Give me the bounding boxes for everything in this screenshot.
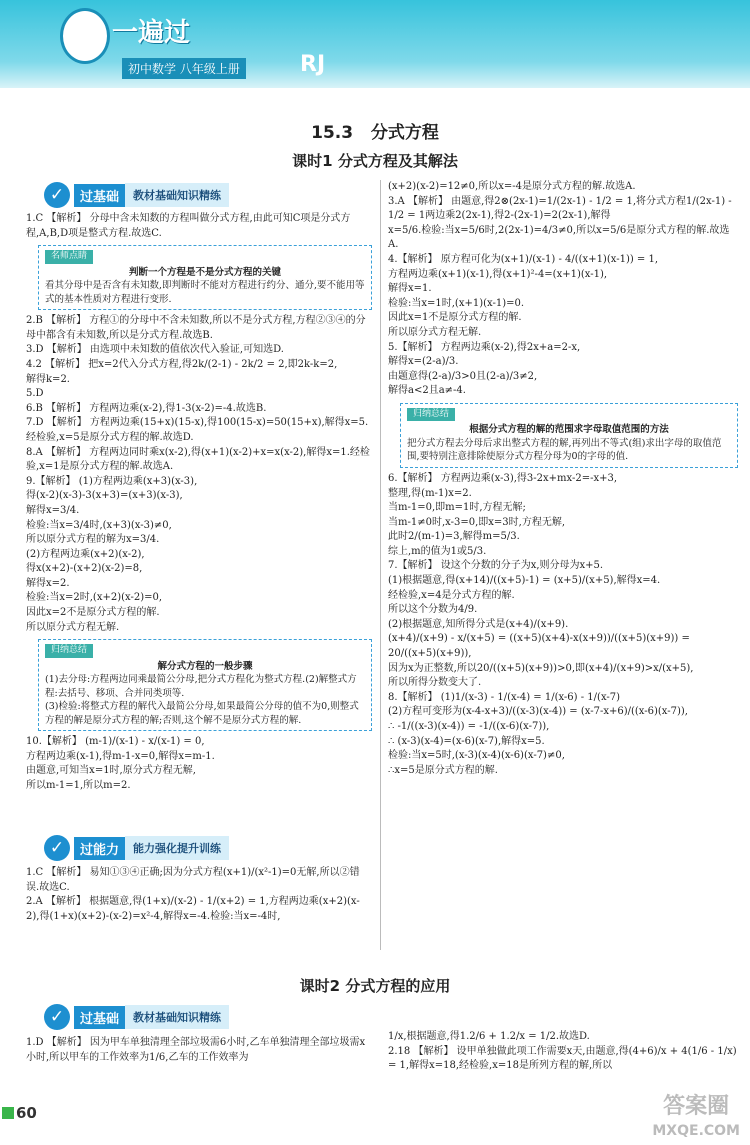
answer-line: (x+2)(x-2)=12≠0,所以x=-4是原分式方程的解.故选A.	[388, 181, 636, 192]
answer-line: 解得k=2.	[26, 373, 70, 385]
answer-line: 当m-1≠0时,x-3=0,即x=3时,方程无解,	[388, 516, 566, 528]
answer-line: ∴x=5是原分式方程的解.	[388, 764, 498, 776]
summary-body: 把分式方程去分母后求出整式方程的解,再列出不等式(组)求出字母的取值范围,要特别注意排除使原分式方程分母为0的字母的值.	[407, 437, 722, 463]
summary-caption: 归纳总结	[407, 408, 455, 422]
edition-label: RJ	[300, 52, 326, 77]
summary-box	[38, 245, 372, 310]
answer-line: (1)根据题意,得(x+14)/((x+5)-1) = (x+5)/(x+5),解得x=4.	[388, 575, 661, 587]
page-number: 60	[16, 1104, 37, 1122]
watermark-logo: 答案圈 MXQE.COM	[652, 1094, 740, 1139]
answer-line: 2.A 【解析】 根据题意,得(1+x)/(x-2) - 1/(x+2) = 1,方程两边乘(x+2)(x-2),得(1+x)(x+2)-(x-2)=x²-4,解得x=-4.检验:当x=-4时,	[26, 896, 360, 922]
answer-line: (2)方程两边乘(x+2)(x-2),	[26, 548, 145, 560]
answer-line: 方程两边乘(x+1)(x-1),得(x+1)²-4=(x+1)(x-1),	[388, 268, 608, 280]
answer-line: 2.B 【解析】 方程①的分母中不含未知数,所以不是分式方程,方程②③④的分母中都含有未知数,所以是分式方程.故选B.	[26, 315, 366, 341]
book-title: 一遍过	[112, 18, 191, 48]
answer-line: 所以m-1=1,所以m=2.	[26, 780, 131, 792]
summary-caption: 名师点睛	[45, 250, 93, 264]
answer-line: 解得x=1.	[388, 283, 432, 295]
answer-line: 1.C 【解析】 分母中含未知数的方程叫做分式方程,由此可知C项是分式方程,A,B,D项是整式方程.故选C.	[26, 213, 351, 239]
answer-line: 1/x,根据题意,得1.2/6 + 1.2/x = 1/2.故选D.	[388, 1031, 590, 1042]
answer-line: 3.D 【解析】 由选项中未知数的值依次代入验证,可知选D.	[26, 344, 284, 356]
answer-line: 得x(x+2)-(x+2)(x-2)=8,	[26, 563, 143, 575]
lesson2-left-answers	[26, 1036, 372, 1065]
banner-basic: ✓ 过基础 教材基础知识精练	[44, 183, 229, 207]
answer-line: 6.【解析】 方程两边乘(x-3),得3-2x+mx-2=-x+3,	[388, 472, 618, 484]
check-icon: ✓	[44, 1004, 70, 1030]
section-title: 15.3 分式方程	[311, 123, 439, 143]
page-marker-icon	[2, 1107, 14, 1119]
answer-line: ∴ (x-3)(x-4)=(x-6)(x-7),解得x=5.	[388, 735, 545, 747]
answer-line: 此时2/(m-1)=3,解得m=5/3.	[388, 531, 520, 543]
answer-line: 得(x-2)(x-3)-3(x+3)=(x+3)(x-3),	[26, 490, 183, 502]
answer-line: 8.【解析】 (1)1/(x-3) - 1/(x-4) = 1/(x-6) - 1/(x-7)	[388, 691, 621, 703]
answer-line: 因此x=2不是原分式方程的解.	[26, 607, 160, 619]
answer-line: 5.【解析】 方程两边乘(x-2),得2x+a=2-x,	[388, 341, 581, 353]
summary-title: 根据分式方程的解的范围求字母取值范围的方法	[469, 424, 669, 436]
answer-line: 1.D 【解析】 因为甲车单独清理全部垃圾需6小时,乙车单独清理全部垃圾需x小时,所以甲车的工作效率为1/6,乙车的工作效率为	[26, 1037, 366, 1063]
answer-line: 所以原分式方程的解为x=3/4.	[26, 534, 160, 546]
answer-line: ∴ -1/((x-3)(x-4)) = -1/((x-6)(x-7)),	[388, 721, 550, 732]
answer-line: x=5/6.检验:当x=5/6时,2(2x-1)=4/3≠0,所以x=5/6是原分式方程的解.故选A.	[388, 224, 730, 251]
answer-line: 由题意得(2-a)/3>0且(2-a)/3≠2,	[388, 370, 538, 382]
answer-line: 检验:当x=2时,(x+2)(x-2)=0,	[26, 592, 163, 604]
summary-body: 看其分母中是否含有未知数,即判断时不能对方程进行约分、通分,要不能用等式的基本性质对方程进行变形.	[45, 280, 365, 305]
summary-box	[38, 639, 372, 731]
answer-line: 解得a<2且a≠-4.	[388, 385, 466, 397]
answer-line: 当m-1=0,即m=1时,方程无解;	[388, 502, 526, 514]
answer-line: 5.D	[26, 388, 44, 400]
answer-line: 因此x=1不是原分式方程的解.	[388, 312, 522, 324]
lesson2-right-answers	[388, 1030, 738, 1074]
answer-line: (2)方程可变形为(x-4-x+3)/((x-3)(x-4)) = (x-7-x+6)/((x-6)(x-7)),	[388, 706, 688, 718]
answer-line: 7.D 【解析】 方程两边乘(15+x)(15-x),得100(15-x)=50(15+x),解得x=5.经检验,x=5是原分式方程的解.故选D.	[26, 417, 369, 443]
lesson2-title: 课时2 分式方程的应用	[299, 977, 451, 995]
answer-line: 所以原分式方程无解.	[26, 621, 120, 633]
summary-title: 解分式方程的一般步骤	[157, 660, 253, 672]
answer-line: 综上,m的值为1或5/3.	[388, 545, 487, 557]
answer-line: 检验:当x=5时,(x-3)(x-4)(x-6)(x-7)≠0,	[388, 750, 565, 762]
header-banner	[0, 0, 750, 88]
summary-line: (3)检验:将整式方程的解代入最简公分母,如果最简公分母的值不为0,则整式方程的解是原分式方程的解;否则,这个解不是原分式方程的解.	[45, 701, 359, 726]
right-column-answers	[388, 180, 738, 778]
answer-line: 2.18 【解析】 设甲单独做此项工作需要x天,由题意,得(4+6)/x + 4(1/6 - 1/x) = 1,解得x=18,经检验,x=18是所列方程的解,所以	[388, 1045, 737, 1072]
check-icon: ✓	[44, 835, 70, 861]
summary-caption: 归纳总结	[45, 644, 93, 658]
answer-line: 解得x=(2-a)/3.	[388, 356, 459, 368]
answer-line: 由题意,可知当x=1时,原分式方程无解,	[26, 765, 196, 777]
answer-line: 10.【解析】 (m-1)/(x-1) - x/(x-1) = 0,	[26, 736, 205, 748]
answer-line: 解得x=3/4.	[26, 504, 80, 516]
answer-line: 解得x=2.	[26, 577, 70, 589]
banner-basic-2: ✓ 过基础 教材基础知识精练	[44, 1005, 229, 1029]
answer-line: 检验:当x=3/4时,(x+3)(x-3)≠0,	[26, 519, 172, 531]
answer-line: 整理,得(m-1)x=2.	[388, 487, 472, 499]
summary-box	[400, 403, 738, 468]
answer-line: 所以原分式方程无解.	[388, 326, 482, 338]
lesson1-title: 课时1 分式方程及其解法	[292, 152, 458, 170]
answer-line: 4.【解析】 原方程可化为(x+1)/(x-1) - 4/((x+1)(x-1)) = 1,	[388, 253, 659, 265]
answer-line: 1.C 【解析】 易知①③④正确;因为分式方程(x+1)/(x²-1)=0无解,所以②错误.故选C.	[26, 867, 360, 893]
answer-line: 3.A 【解析】 由题意,得2⊗(2x-1)=1/(2x-1) - 1/2 = 1,将分式方程1/(2x-1) - 1/2 = 1两边乘2(2x-1),得2-(2x-1)=2(2x-1),解得	[388, 195, 732, 222]
balloon-logo-icon	[60, 8, 110, 64]
answer-line: 6.B 【解析】 方程两边乘(x-2),得1-3(x-2)=-4.故选B.	[26, 402, 267, 414]
column-divider	[380, 180, 381, 950]
summary-line: (1)去分母:方程两边同乘最简公分母,把分式方程化为整式方程.(2)解整式方程:去括号、移项、合并同类项等.	[45, 674, 357, 699]
answer-line: 7.【解析】 设这个分数的分子为x,则分母为x+5.	[388, 560, 604, 572]
banner-ability: ✓ 过能力 能力强化提升训练	[44, 836, 229, 860]
answer-line: 因为x为正整数,所以20/((x+5)(x+9))>0,即(x+4)/(x+9)>x/(x+5),	[388, 662, 694, 674]
answer-line: 检验:当x=1时,(x+1)(x-1)=0.	[388, 297, 525, 309]
answer-line: (2)根据题意,知所得分式是(x+4)/(x+9).	[388, 618, 569, 630]
check-icon: ✓	[44, 182, 70, 208]
answer-line: 9.【解析】 (1)方程两边乘(x+3)(x-3),	[26, 475, 198, 487]
answer-line: 所以所得分数变大了.	[388, 677, 482, 689]
left-column-answers	[26, 212, 372, 794]
left-column-ability	[26, 866, 372, 924]
answer-line: 方程两边乘(x-1),得m-1-x=0,解得x=m-1.	[26, 750, 215, 762]
answer-line: (x+4)/(x+9) - x/(x+5) = ((x+5)(x+4)-x(x+9))/((x+5)(x+9)) = 20/((x+5)(x+9)),	[388, 633, 690, 660]
summary-title: 判断一个方程是不是分式方程的关键	[128, 266, 281, 278]
answer-line: 4.2 【解析】 把x=2代入分式方程,得2k/(2-1) - 2k/2 = 2,即2k-k=2,	[26, 358, 338, 370]
answer-line: 8.A 【解析】 方程两边同时乘x(x-2),得(x+1)(x-2)+x=x(x-2),解得x=1.经检验,x=1是原分式方程的解.故选A.	[26, 446, 370, 473]
answer-line: 所以这个分数为4/9.	[388, 604, 478, 616]
answer-line: 经检验,x=4是分式方程的解.	[388, 589, 515, 601]
book-subtitle: 初中数学 八年级上册	[122, 58, 246, 79]
